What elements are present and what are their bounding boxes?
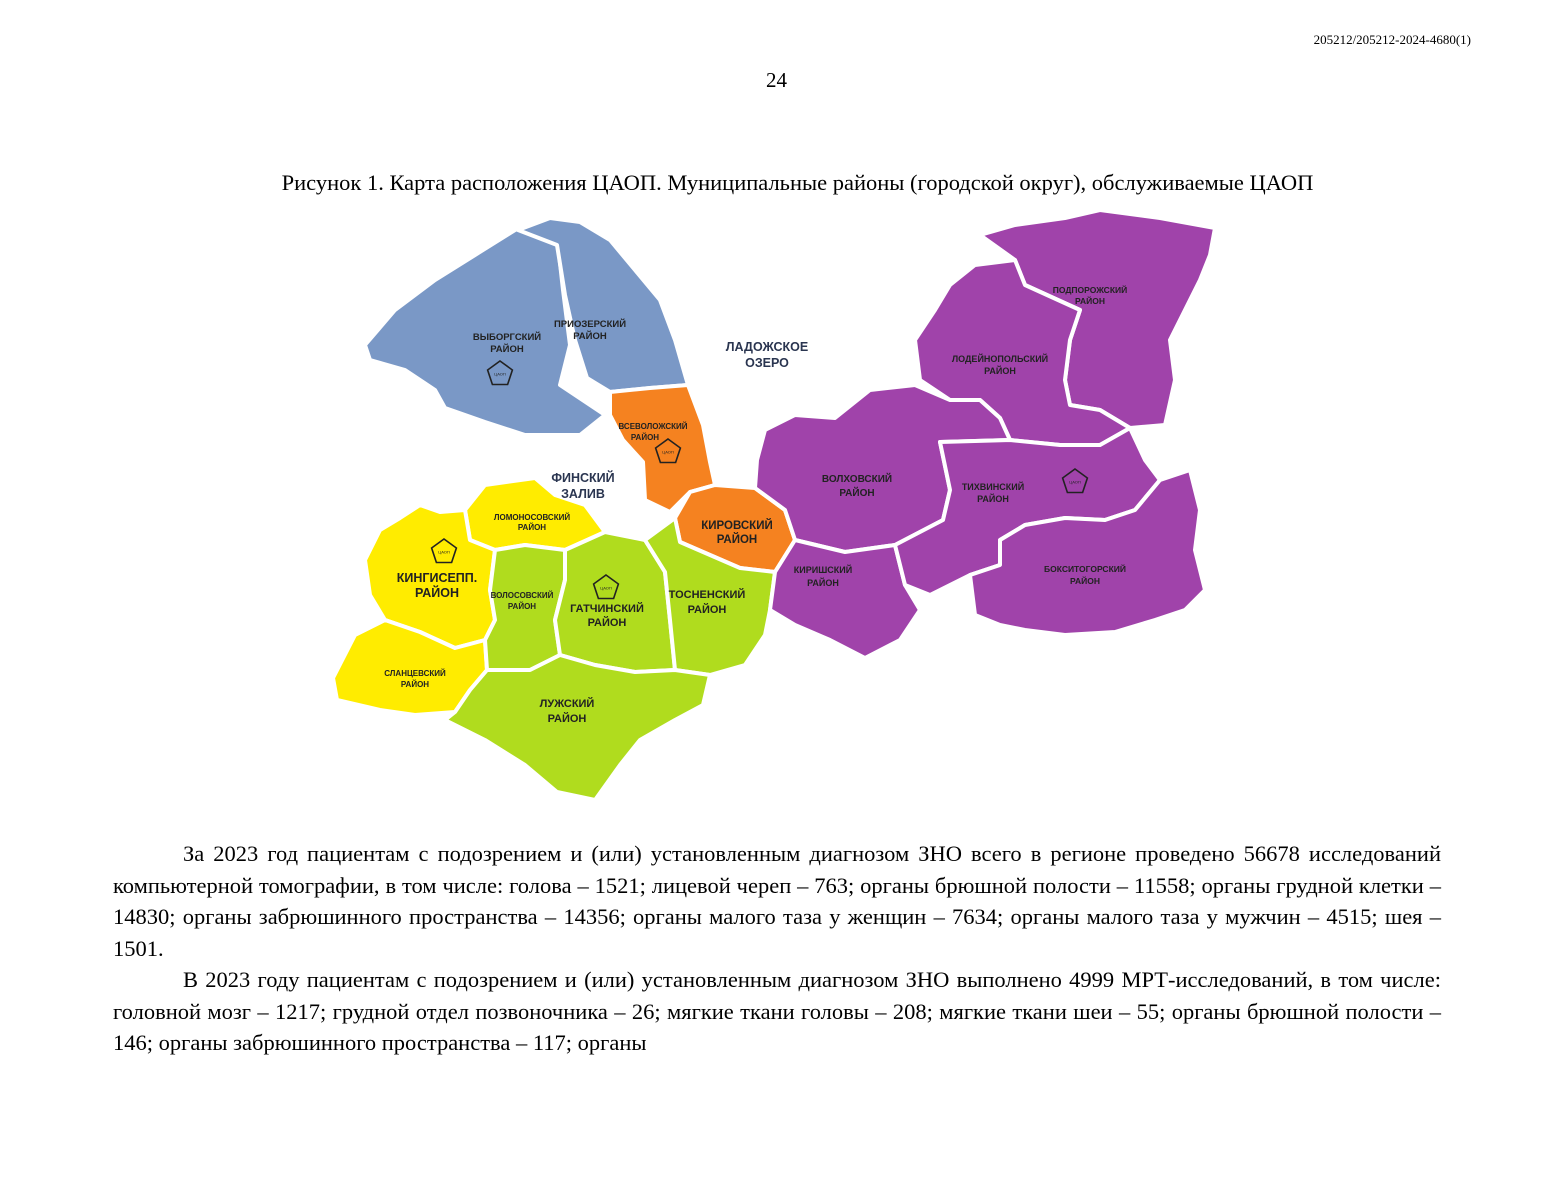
label-vsevolozhsk-1: ВСЕВОЛОЖСКИЙ (618, 422, 688, 431)
label-priozersk-2: РАЙОН (573, 331, 607, 342)
label-vyborg-1: ВЫБОРГСКИЙ (472, 332, 542, 343)
label-lodeynoye-1: ЛОДЕЙНОПОЛЬСКИЙ (951, 354, 1049, 364)
label-volosovo-2: РАЙОН (507, 602, 537, 611)
label-volosovo-1: ВОЛОСОВСКИЙ (490, 591, 554, 600)
document-id: 205212/205212-2024-4680(1) (1313, 32, 1471, 47)
label-luga-1: ЛУЖСКИЙ (539, 698, 595, 710)
label-kirishi-1: КИРИШСКИЙ (793, 565, 853, 575)
caop-marker-label: ЦАОП (1069, 479, 1081, 485)
body-text (113, 838, 1441, 1059)
label-tosno-2: РАЙОН (687, 604, 727, 616)
label-tosno-1: ТОСНЕНСКИЙ (668, 589, 746, 601)
ladoga-label-1: ЛАДОЖСКОЕ (725, 340, 809, 354)
label-priozersk-1: ПРИОЗЕРСКИЙ (553, 319, 627, 330)
caop-marker-label: ЦАОП (494, 371, 506, 377)
label-lomonosov-2: РАЙОН (517, 523, 547, 532)
gulf-label-1: ФИНСКИЙ (551, 471, 615, 485)
label-kirovsk-2: РАЙОН (716, 534, 758, 546)
label-lodeynoye-2: РАЙОН (984, 366, 1016, 376)
district-luga (445, 655, 710, 800)
label-boksitogorsk-2: РАЙОН (1070, 576, 1100, 586)
label-kirishi-2: РАЙОН (807, 578, 839, 588)
paragraph-ct: За 2023 год пациентам с подозрением и (или) установленным диагнозом ЗНО всего в регионе проведено 56678 исследований компьютерной томографии, в том числе: голова – 1521; лицевой череп – 763; органы брюшной полости – 11558; органы грудной клетки – 14830; органы забрюшинного пространства – 14356; органы малого таза у женщин – 7634; органы малого таза у мужчин – 4515; шея – 1501. (113, 841, 1441, 961)
label-vsevolozhsk-2: РАЙОН (630, 433, 660, 442)
label-kirovsk-1: КИРОВСКИЙ (701, 520, 773, 532)
figure-caption: Рисунок 1. Карта расположения ЦАОП. Муниципальные районы (городской округ), обслуживаемые ЦАОП (281, 170, 1314, 195)
label-lomonosov-1: ЛОМОНОСОВСКИЙ (493, 513, 571, 522)
region-map-svg (325, 200, 1235, 805)
label-kingisepp-1: КИНГИСЕПП. (396, 571, 478, 585)
label-volkhov-1: ВОЛХОВСКИЙ (821, 474, 893, 485)
label-luga-2: РАЙОН (547, 713, 587, 725)
label-volkhov-2: РАЙОН (839, 488, 875, 499)
region-map (325, 200, 1235, 805)
label-boksitogorsk-1: БОКСИТОГОРСКИЙ (1044, 564, 1126, 574)
label-vyborg-2: РАЙОН (490, 344, 524, 355)
ladoga-label-2: ОЗЕРО (745, 356, 789, 370)
label-gatchina-1: ГАТЧИНСКИЙ (570, 603, 644, 615)
label-podporozhye-2: РАЙОН (1075, 296, 1105, 306)
label-tikhvin-2: РАЙОН (977, 494, 1009, 504)
page-number: 24 (766, 68, 787, 92)
label-kingisepp-2: РАЙОН (414, 586, 460, 600)
gulf-label-2: ЗАЛИВ (561, 487, 605, 501)
label-slantsy-2: РАЙОН (400, 680, 430, 689)
label-gatchina-2: РАЙОН (587, 617, 627, 629)
caop-marker-label: ЦАОП (438, 549, 450, 555)
caop-marker-label: ЦАОП (662, 449, 674, 455)
paragraph-mri: В 2023 году пациентам с подозрением и (или) установленным диагнозом ЗНО выполнено 4999 МРТ-исследований, в том числе: головной мозг – 1217; грудной отдел позвоночника – 26; мягкие ткани головы – 208; мягкие ткани шеи – 55; органы брюшной полости – 146; органы забрюшинного пространства – 117; органы (113, 967, 1441, 1055)
caop-marker-label: ЦАОП (600, 585, 612, 591)
label-slantsy-1: СЛАНЦЕВСКИЙ (384, 669, 446, 678)
label-podporozhye-1: ПОДПОРОЖСКИЙ (1052, 285, 1128, 295)
label-tikhvin-1: ТИХВИНСКИЙ (961, 482, 1025, 492)
